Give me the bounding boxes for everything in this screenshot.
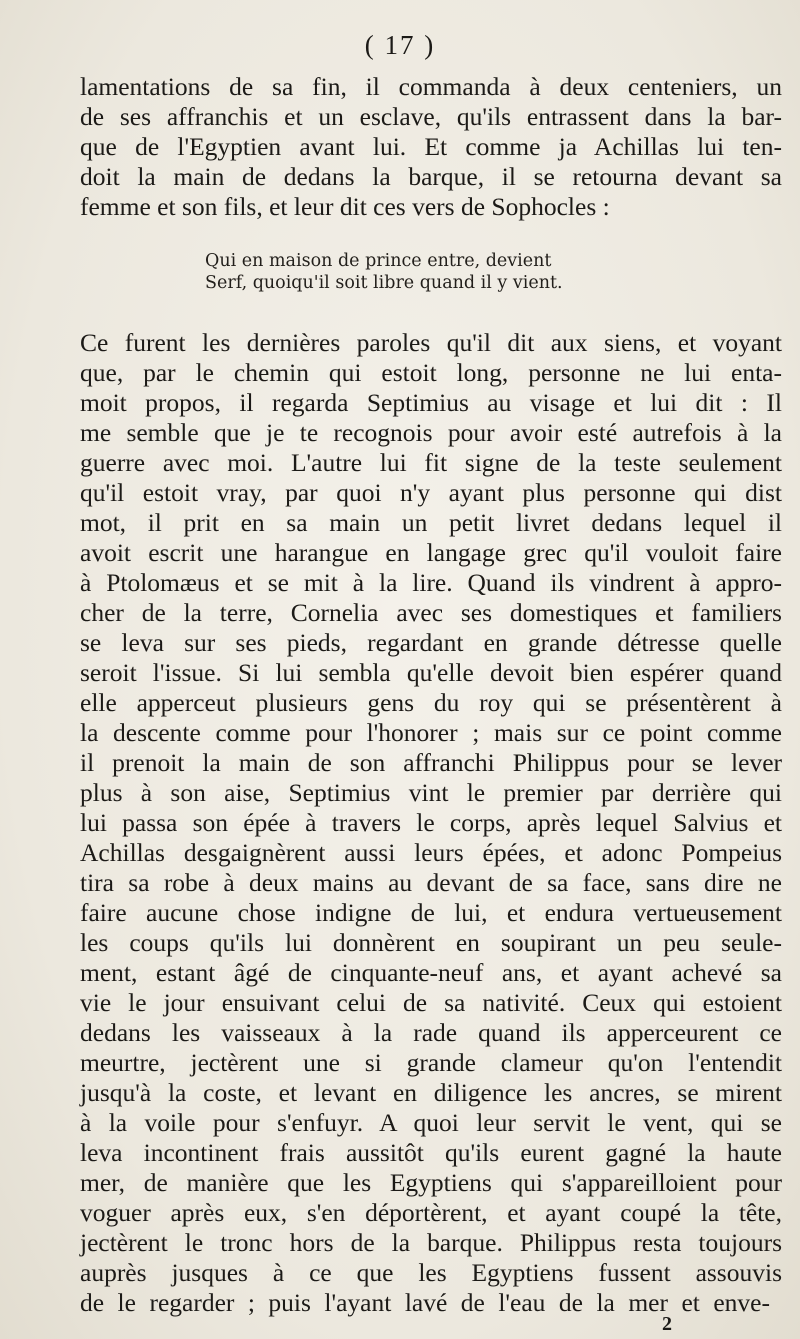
text-line: lamentations de sa fin, il commanda à deux centeniers, un [80,72,782,101]
text-line: se leva sur ses pieds, regardant en grande détresse quelle [80,628,782,657]
text-line: doit la main de dedans la barque, il se retourna devant sa [80,162,782,191]
text-line: voguer après eux, s'en déportèrent, et ayant coupé la tête, [80,1198,782,1227]
text-line: faire aucune chose indigne de lui, et endura vertueusement [80,898,782,927]
text-line: elle apperceut plusieurs gens du roy qui se présentèrent à [80,688,782,717]
text-line: les coups qu'ils lui donnèrent en soupirant un peu seule- [80,928,782,957]
text-line: de le regarder ; puis l'ayant lavé de l'eau de la mer et enve- [80,1288,770,1317]
text-line: auprès jusques à ce que les Egyptiens fussent assouvis [80,1258,782,1287]
signature-mark: 2 [662,1313,672,1335]
text-line: seroit l'issue. Si lui sembla qu'elle devoit bien espérer quand [80,658,782,687]
text-line: que, par le chemin qui estoit long, personne ne lui enta- [80,358,782,387]
page-number: ( 17 ) [364,30,436,60]
text-line: leva incontinent frais aussitôt qu'ils eurent gagné la haute [80,1138,782,1167]
text-line: qu'il estoit vray, par quoi n'y ayant plus personne qui dist [80,478,782,507]
verse-line: Serf, quoiqu'il soit libre quand il y vient. [205,273,563,293]
verse-line: Qui en maison de prince entre, devient [205,251,552,271]
text-line: dedans les vaisseaux à la rade quand ils apperceurent ce [80,1018,782,1047]
text-line: meurtre, jectèrent une si grande clameur qu'on l'entendit [80,1048,782,1077]
text-line: tira sa robe à deux mains au devant de sa face, sans dire ne [80,868,782,897]
text-line: lui passa son épée à travers le corps, après lequel Salvius et [80,808,782,837]
text-line: jusqu'à la coste, et levant en diligence les ancres, se mirent [80,1078,782,1107]
text-line: mot, il prit en sa main un petit livret dedans lequel il [80,508,782,537]
text-line: mer, de manière que les Egyptiens qui s'appareilloient pour [80,1168,782,1197]
text-line: plus à son aise, Septimius vint le premier par derrière qui [80,778,782,807]
text-line: cher de la terre, Cornelia avec ses domestiques et familiers [80,598,782,627]
text-line: la descente comme pour l'honorer ; mais sur ce point comme [80,718,782,747]
text-line: vie le jour ensuivant celui de sa nativité. Ceux qui estoient [80,988,782,1017]
text-line: Ce furent les dernières paroles qu'il dit aux siens, et voyant [80,328,782,357]
text-line: il prenoit la main de son affranchi Philippus pour se lever [80,748,782,777]
text-line: guerre avec moi. L'autre lui fit signe de la teste seulement [80,448,782,477]
text-line: ment, estant âgé de cinquante-neuf ans, et ayant achevé sa [80,958,782,987]
text-line: jectèrent le tronc hors de la barque. Philippus resta toujours [80,1228,782,1257]
text-line: à la voile pour s'enfuyr. A quoi leur servit le vent, qui se [80,1108,782,1137]
text-line: me semble que je te recognois pour avoir esté autrefois à la [80,418,782,447]
text-line: femme et son fils, et leur dit ces vers de Sophocles : [80,192,610,221]
text-line: que de l'Egyptien avant lui. Et comme ja Achillas lui ten- [80,132,782,161]
text-line: Achillas desgaignèrent aussi leurs épées, et adonc Pompeius [80,838,782,867]
text-line: avoit escrit une harangue en langage grec qu'il vouloit faire [80,538,782,567]
text-line: à Ptolomæus et se mit à la lire. Quand ils vindrent à appro- [80,568,782,597]
text-line: moit propos, il regarda Septimius au visage et lui dit : Il [80,388,782,417]
text-line: de ses affranchis et un esclave, qu'ils entrassent dans la bar- [80,102,782,131]
